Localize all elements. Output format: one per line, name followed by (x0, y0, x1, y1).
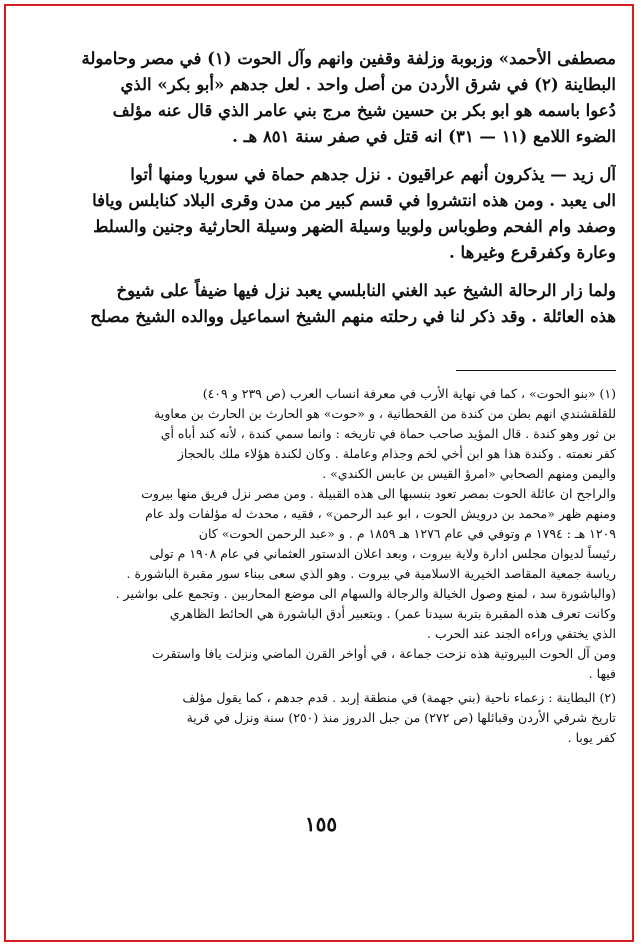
footnote-line: (والباشورة سد ، لمنع وصول الخيالة والرجالة والسهام الى موضع المحاربين . وتجمع على بواشير . (115, 586, 616, 601)
footnote-line: الذي يختفي وراءه الجند عند الحرب . (427, 626, 616, 641)
footnote-line: ١٢٠٩ هـ : ١٧٩٤ م وتوفي في عام ١٢٧٦ هـ ١٨٥٩ م . و «عبد الرحمن الحوت» كان (198, 526, 616, 541)
paragraph-2 (26, 162, 616, 266)
paragraph-1 (26, 46, 616, 150)
text-line: دُعوا باسمه هو ابو بكر بن حسين شيخ مرج بني عامر الذي قال عنه مؤلف (112, 101, 616, 120)
footnote-line: (١) «بنو الحوت» ، كما في نهاية الأرب في معرفة انساب العرب (ص ٢٣٩ و ٤٠٩) (202, 386, 616, 401)
footnote-divider (456, 370, 616, 371)
footnote-line: رياسة جمعية المقاصد الخيرية الاسلامية في بيروت . وهو الذي سعى ببناء سور مقبرة الباشورة . (126, 566, 616, 581)
footnote-line: وكانت تعرف هذه المقبرة بتربة سيدنا عمر) . وبتعبير أدق الباشورة هي الحائط الظاهري (169, 606, 616, 621)
page-frame (4, 4, 634, 942)
footnote-line: والراجح ان عائلة الحوت بمصر تعود بنسبها الى هذه القبيلة . ومن مصر نزل فريق منها بيروت (141, 486, 616, 501)
footnote-line: تاريخ شرقي الأردن وقبائلها (ص ٢٧٢) من جبل الدروز منذ (٢٥٠) سنة ونزل في قرية (186, 710, 616, 725)
footnote-line: فيها . (588, 666, 616, 681)
text-line: وعارة وكفرقرع وغيرها . (449, 243, 616, 262)
footnote-1 (26, 384, 616, 684)
page-number: ١٥٥ (304, 812, 338, 836)
footnote-line: ومن آل الحوت البيروتية هذه نزحت جماعة ، في أواخر القرن الماضي ونزلت يافا واستقرت (151, 646, 616, 661)
footnote-line: واليمن ومنهم الصحابي «امرؤ القيس بن عابس الكندي» . (322, 466, 616, 481)
text-line: هذه العائلة . وقد ذكر لنا في رحلته منهم الشيخ اسماعيل ووالده الشيخ مصلح (90, 307, 616, 326)
footnote-line: (٢) البطاينة : زعماء ناحية (بني جهمة) في منطقة إربد . قدم جدهم ، كما يقول مؤلف (182, 690, 616, 705)
paragraph-3 (26, 278, 616, 330)
footnote-line: ومنهم ظهر «محمد بن درويش الحوت ، ابو عبد الرحمن» ، فقيه ، محدث له مؤلفات ولد عام (145, 506, 616, 521)
text-line: البطاينة (٢) في شرق الأردن من أصل واحد . لعل جدهم «أبو بكر» الذي (120, 75, 616, 94)
main-text (26, 46, 616, 342)
footnote-line: كفر يوبا . (567, 730, 616, 745)
text-line: ولما زار الرحالة الشيخ عبد الغني النابلسي يعبد نزل فيها ضيفاً على شيوخ (116, 281, 616, 300)
text-line: الى يعبد . ومن هذه انتشروا في قسم كبير من مدن وقرى البلاد كنابلس ويافا (92, 191, 616, 210)
text-line: آل زيد — يذكرون أنهم عراقيون . نزل جدهم حماة في سوريا ومنها أتوا (130, 165, 616, 184)
text-line: مصطفى الأحمد» وزبوبة وزلفة وقفين وانهم وآل الحوت (١) في مصر وحامولة (81, 49, 616, 68)
book-page (26, 6, 616, 942)
text-line: الضوء اللامع (١١ — ٣١) انه قتل في صفر سنة ٨٥١ هـ . (232, 127, 616, 146)
footnote-line: بن ثور وهو كندة . قال المؤيد صاحب حماة في تاريخه : وانما سمي كندة ، لأنه كند أباه أي (160, 426, 616, 441)
text-line: وصفد وام الفحم وطوباس ولوبيا وسيلة الضهر وسيلة الحارثية وجنين والسلط (93, 217, 616, 236)
footnote-line: كفر نعمته . وكندة هذا هو ابن أخي لخم وجذام وعاملة . وكان لكندة هؤلاء ملك بالحجاز (177, 446, 616, 461)
footnote-2 (26, 688, 616, 748)
footnote-line: للقلقشندي انهم بطن من كندة من القحطانية ، و «حوت» هو الحارث بن الحارث بن معاوية (154, 406, 616, 421)
footnotes (26, 384, 616, 752)
footnote-line: رئيساً لديوان مجلس ادارة ولاية بيروت ، وبعد اعلان الدستور العثماني في عام ١٩٠٨ م تولى (149, 546, 616, 561)
